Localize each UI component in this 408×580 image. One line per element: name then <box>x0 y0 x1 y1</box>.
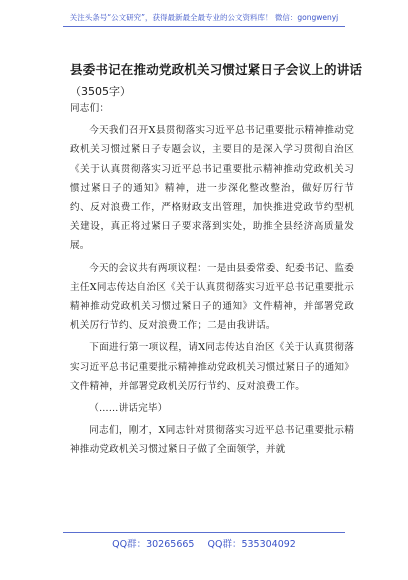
paragraph-3: 下面进行第一项议程，请X同志传达自治区《关于认真贯彻落实习近平总书记重要批示精神推动党政机关习惯过紧日子的通知》文件精神，并部署党政机关厉行节约、反对浪费工作。 <box>70 342 355 392</box>
footer <box>0 536 408 550</box>
word-count: （3505字） <box>70 85 131 98</box>
salutation: 同志们： <box>70 103 110 114</box>
speech-end-note: （……讲话完毕） <box>89 403 168 415</box>
closing-paragraph: 同志们，刚才，X同志针对贯彻落实习近平总书记重要批示精神推动党政机关习惯过紧日子做了全面领学，并就 <box>70 425 354 456</box>
footer-qq-group-1: QQ群：30265665 <box>112 539 195 550</box>
header-divider <box>63 26 345 27</box>
document-body <box>70 99 354 460</box>
header-notice: 关注头条号“公文研究”，获得最新最全最专业的公文资料库！ 微信：gongwenyj <box>69 13 339 22</box>
document-title: 县委书记在推动党政机关习惯过紧日子会议上的讲话 <box>70 62 363 77</box>
footer-qq-group-2: QQ群：535304092 <box>207 539 296 550</box>
paragraph-1: 今天我们召开X县贯彻落实习近平总书记重要批示精神推动党政机关习惯过紧日子专题会议，主要目的是深入学习贯彻自治区《关于认真贯彻落实习近平总书记重要批示精神推动党政机关习惯过紧日子的通知》精神，进一步深化整改整治，做好厉行节约、反对浪费工作，严格财政支出管理，加快推进党政节约型机关建设，真正将过紧日子要求落到实处，助推全县经济高质量发展。 <box>70 125 354 252</box>
paragraph-2: 今天的会议共有两项议程：一是由县委常委、纪委书记、监委主任X同志传达自治区《关于认真贯彻落实习近平总书记重要批示精神推动党政机关习惯过紧日子的通知》文件精神，并部署党政机关厉行节约、反对浪费工作；二是由我讲话。 <box>70 262 354 332</box>
footer-divider <box>63 532 345 533</box>
